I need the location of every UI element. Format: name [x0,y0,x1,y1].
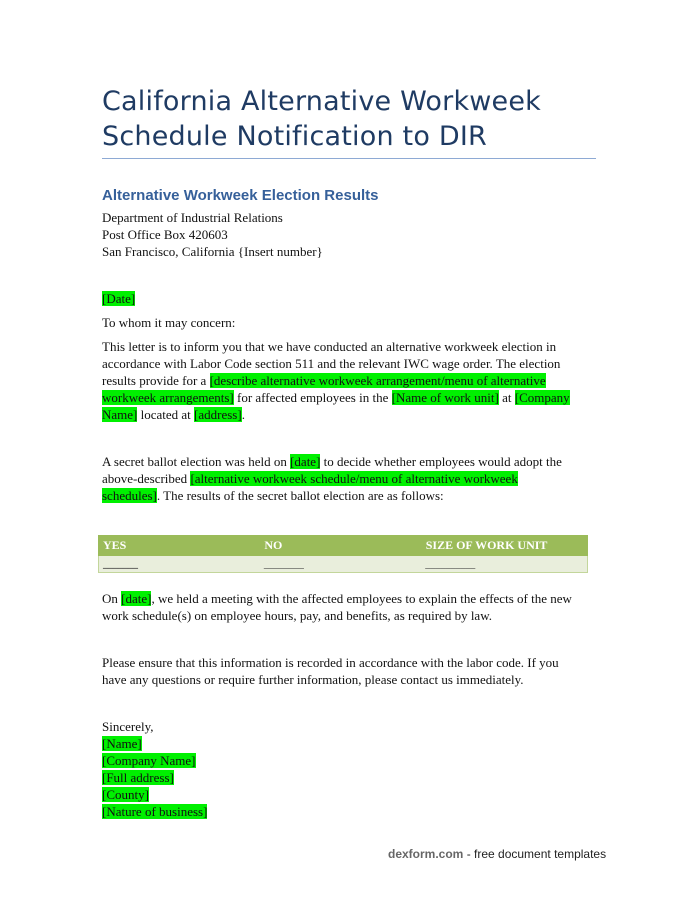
paragraph-line [102,372,582,389]
header-size-of-work-unit: SIZE OF WORK UNIT [421,536,587,556]
paragraph-meeting [102,590,582,624]
business-placeholder: [Nature of business] [102,804,208,819]
title-divider [102,158,596,159]
paragraph-line [102,389,582,406]
work-unit-size-blank[interactable]: __________ [421,556,587,573]
closing-sincerely: Sincerely, [102,719,154,734]
arrangement-placeholder-cont: workweek arrangements] [102,390,234,405]
paragraph-line [102,470,582,487]
text-run: to decide whether employees would adopt the [320,454,562,469]
text-run: at [498,390,515,405]
title-line-1: California Alternative Workweek [102,86,542,117]
meeting-date-placeholder: [date] [121,591,152,606]
signature-line [102,786,582,803]
address-line-3: San Francisco, California {Insert number} [102,244,323,259]
table-header-row [99,536,588,556]
election-date-placeholder: [date] [290,454,321,469]
paragraph-line: Please ensure that this information is recorded in accordance with the labor code. If you [102,655,559,670]
address-placeholder: [address] [194,407,242,422]
footer-brand-link[interactable]: dexform.com [388,847,464,861]
document-title [102,84,602,154]
no-count-blank[interactable]: ________ [260,556,421,573]
table-row [99,556,588,573]
date-placeholder: [Date] [102,291,136,306]
work-unit-placeholder: [Name of work unit] [391,390,499,405]
full-address-placeholder: [Full address] [102,770,174,785]
header-yes: YES [99,536,260,556]
company-name-placeholder: [Company [514,390,570,405]
text-run: . The results of the secret ballot election are as follows: [156,488,444,503]
recipient-address [102,209,582,260]
schedule-placeholder: [alternative workweek schedule/menu of alternative workweek [190,471,518,486]
text-run: results provide for a [102,373,210,388]
company-name-placeholder-cont: Name] [102,407,138,422]
section-heading: Alternative Workweek Election Results [102,187,379,204]
text-run: for affected employees in the [233,390,392,405]
text-run: , we held a meeting with the affected employees to explain the effects of the new [151,591,572,606]
signature-block [102,718,582,820]
signature-line [102,735,582,752]
county-placeholder: [County] [102,787,149,802]
company-placeholder: [Company Name] [102,753,196,768]
page-footer [388,847,606,861]
text-run: A secret ballot election was held on [102,454,291,469]
paragraph-line [102,453,582,470]
text-run: . [241,407,245,422]
paragraph-line [102,406,582,423]
paragraph-line [102,590,582,607]
date-field [102,290,582,307]
signature-line [102,769,582,786]
text-run: located at [137,407,195,422]
footer-tagline: - free document templates [463,847,607,861]
signature-line [102,803,582,820]
signature-line [102,752,582,769]
title-line-2: Schedule Notification to DIR [102,121,487,152]
text-run: above-described [102,471,191,486]
address-line-1: Department of Industrial Relations [102,210,283,225]
salutation: To whom it may concern: [102,315,236,330]
yes-count-blank[interactable]: _______ [99,556,260,573]
schedule-placeholder-cont: schedules] [102,488,157,503]
paragraph-line: work schedule(s) on employee hours, pay, and benefits, as required by law. [102,608,492,623]
address-line-2: Post Office Box 420603 [102,227,228,242]
arrangement-placeholder: [describe alternative workweek arrangement/menu of alternative [209,373,546,388]
paragraph-line: This letter is to inform you that we have conducted an alternative workweek election in [102,339,557,354]
paragraph-line: accordance with Labor Code section 511 and the relevant IWC wage order. The election [102,356,561,371]
text-run: On [102,591,122,606]
election-results-table [98,535,588,573]
paragraph-secret-ballot [102,453,582,504]
paragraph-line [102,487,582,504]
paragraph-election-intro [102,338,582,423]
paragraph-request [102,654,582,688]
header-no: NO [260,536,421,556]
name-placeholder: [Name] [102,736,142,751]
paragraph-line: have any questions or require further information, please contact us immediately. [102,672,524,687]
